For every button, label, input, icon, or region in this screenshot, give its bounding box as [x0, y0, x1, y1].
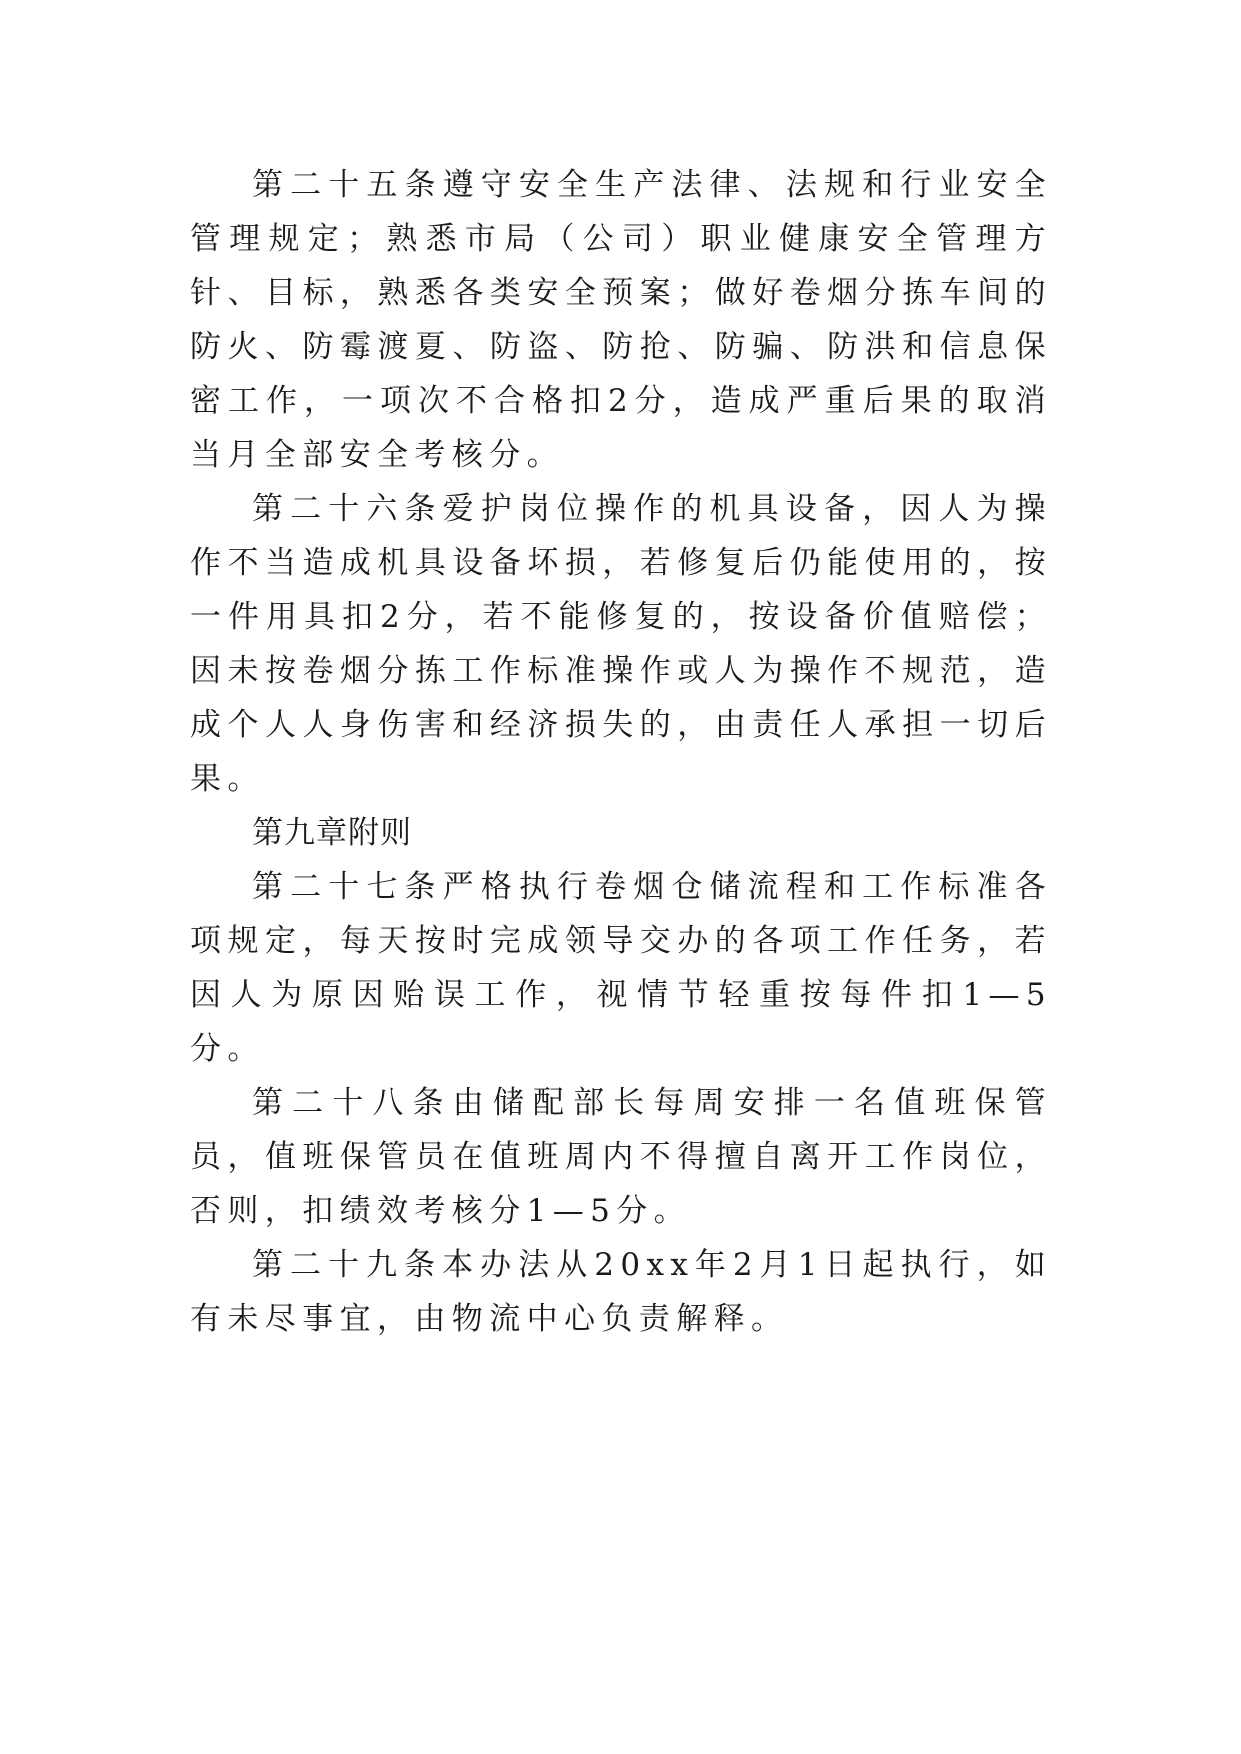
- article-25-paragraph: 第二十五条遵守安全生产法律、法规和行业安全管理规定；熟悉市局（公司）职业健康安全管理方针、目标，熟悉各类安全预案；做好卷烟分拣车间的防火、防霉渡夏、防盗、防抢、防骗、防洪和信息保密工作，一项次不合格扣2分，造成严重后果的取消当月全部安全考核分。: [190, 167, 1052, 473]
- document-body: [190, 158, 1052, 1346]
- article-26-paragraph: 第二十六条爱护岗位操作的机具设备，因人为操作不当造成机具设备坏损，若修复后仍能使用的，按一件用具扣2分，若不能修复的，按设备价值赔偿；因未按卷烟分拣工作标准操作或人为操作不规范，造成个人人身伤害和经济损失的，由责任人承担一切后果。: [190, 491, 1052, 797]
- chapter-9-heading: 第九章附则: [252, 815, 412, 851]
- article-28-paragraph: 第二十八条由储配部长每周安排一名值班保管员，值班保管员在值班周内不得擅自离开工作岗位，否则，扣绩效考核分1—5分。: [190, 1085, 1052, 1229]
- article-29-paragraph: 第二十九条本办法从20xx年2月1日起执行，如有未尽事宜，由物流中心负责解释。: [190, 1247, 1052, 1337]
- article-27-paragraph: 第二十七条严格执行卷烟仓储流程和工作标准各项规定，每天按时完成领导交办的各项工作任务，若因人为原因贻误工作，视情节轻重按每件扣1—5分。: [190, 869, 1052, 1067]
